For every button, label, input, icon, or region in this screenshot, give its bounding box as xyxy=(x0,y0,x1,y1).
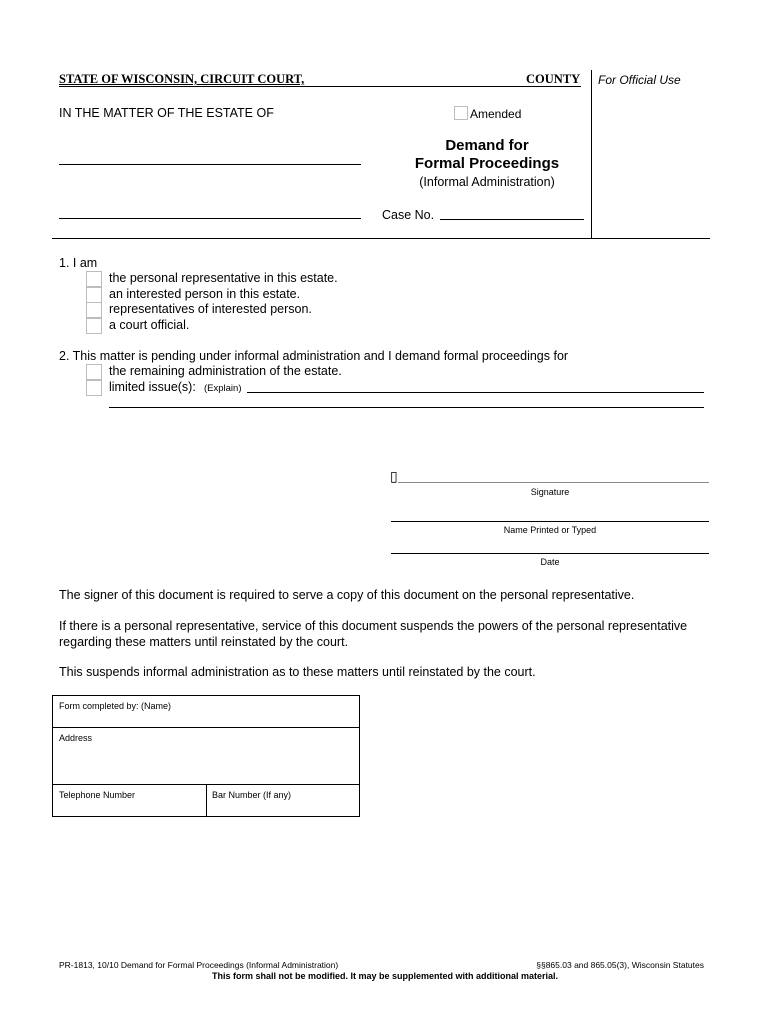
footer-form-id: PR-1813, 10/10 Demand for Formal Proceedings (Informal Administration) xyxy=(59,960,339,970)
county-line xyxy=(59,86,581,87)
bar-number-field[interactable]: Bar Number (If any) xyxy=(212,790,292,800)
notice-suspends-administration: This suspends informal administration as to these matters until reinstated by the court. xyxy=(59,665,536,679)
form-subtitle: (Informal Administration) xyxy=(419,175,555,189)
option-personal-representative: the personal representative in this estate. xyxy=(109,271,338,285)
court-name: STATE OF WISCONSIN, CIRCUIT COURT, xyxy=(59,72,305,86)
signature-line[interactable] xyxy=(398,482,709,483)
section-2-intro: 2. This matter is pending under informal administration and I demand formal proceedings for xyxy=(59,349,569,363)
amended-label: Amended xyxy=(470,107,522,121)
section-1-intro: 1. I am xyxy=(59,256,98,270)
county-label: COUNTY xyxy=(526,72,581,86)
telephone-field[interactable]: Telephone Number xyxy=(59,790,136,800)
amended-checkbox[interactable] xyxy=(454,106,468,120)
name-printed-label: Name Printed or Typed xyxy=(503,525,597,535)
checkbox-remaining-administration[interactable] xyxy=(86,364,102,380)
date-label: Date xyxy=(540,557,560,567)
notice-suspends-powers-line-1: If there is a personal representative, service of this document suspends the powers of the personal representative xyxy=(59,619,688,633)
completed-box-divider-3 xyxy=(206,784,207,817)
signature-label: Signature xyxy=(530,487,570,497)
notice-suspends-powers-line-2: regarding these matters until reinstated by the court. xyxy=(59,634,349,649)
header-divider xyxy=(52,238,710,239)
signature-marker-icon: ▯ xyxy=(390,468,398,484)
completed-box-divider-1 xyxy=(52,727,360,728)
estate-name-line-2[interactable] xyxy=(59,218,361,219)
title-line-2: Formal Proceedings xyxy=(414,155,560,172)
footer-notice: This form shall not be modified. It may be supplemented with additional material. xyxy=(211,971,559,981)
form-title xyxy=(382,137,592,173)
form-completed-by-field[interactable]: Form completed by: (Name) xyxy=(59,701,172,711)
checkbox-limited-issues[interactable] xyxy=(86,380,102,396)
notice-serve-copy: The signer of this document is required to serve a copy of this document on the personal representative. xyxy=(59,588,635,602)
checkbox-court-official[interactable] xyxy=(86,318,102,334)
notice-suspends-powers xyxy=(59,619,687,650)
matter-label: IN THE MATTER OF THE ESTATE OF xyxy=(59,106,274,120)
option-limited-issues: limited issue(s): xyxy=(109,380,196,394)
option-court-official: a court official. xyxy=(109,318,190,332)
title-line-1: Demand for xyxy=(445,137,529,154)
date-line[interactable] xyxy=(391,553,709,554)
option-remaining-administration: the remaining administration of the estate. xyxy=(109,364,342,378)
estate-name-line-1[interactable] xyxy=(59,164,361,165)
explain-hint: (Explain) xyxy=(204,383,242,394)
address-field[interactable]: Address xyxy=(59,733,93,743)
checkbox-interested-person[interactable] xyxy=(86,287,102,303)
explain-line-2[interactable] xyxy=(109,407,704,408)
case-no-label: Case No. xyxy=(382,208,435,222)
explain-line-1[interactable] xyxy=(247,392,704,393)
official-use-label: For Official Use xyxy=(598,73,681,87)
case-no-line[interactable] xyxy=(440,219,584,220)
checkbox-representatives[interactable] xyxy=(86,302,102,318)
option-interested-person: an interested person in this estate. xyxy=(109,287,301,301)
checkbox-personal-representative[interactable] xyxy=(86,271,102,287)
footer-statutes: §§865.03 and 865.05(3), Wisconsin Statutes xyxy=(536,960,704,970)
name-printed-line[interactable] xyxy=(391,521,709,522)
option-representatives: representatives of interested person. xyxy=(109,302,312,316)
